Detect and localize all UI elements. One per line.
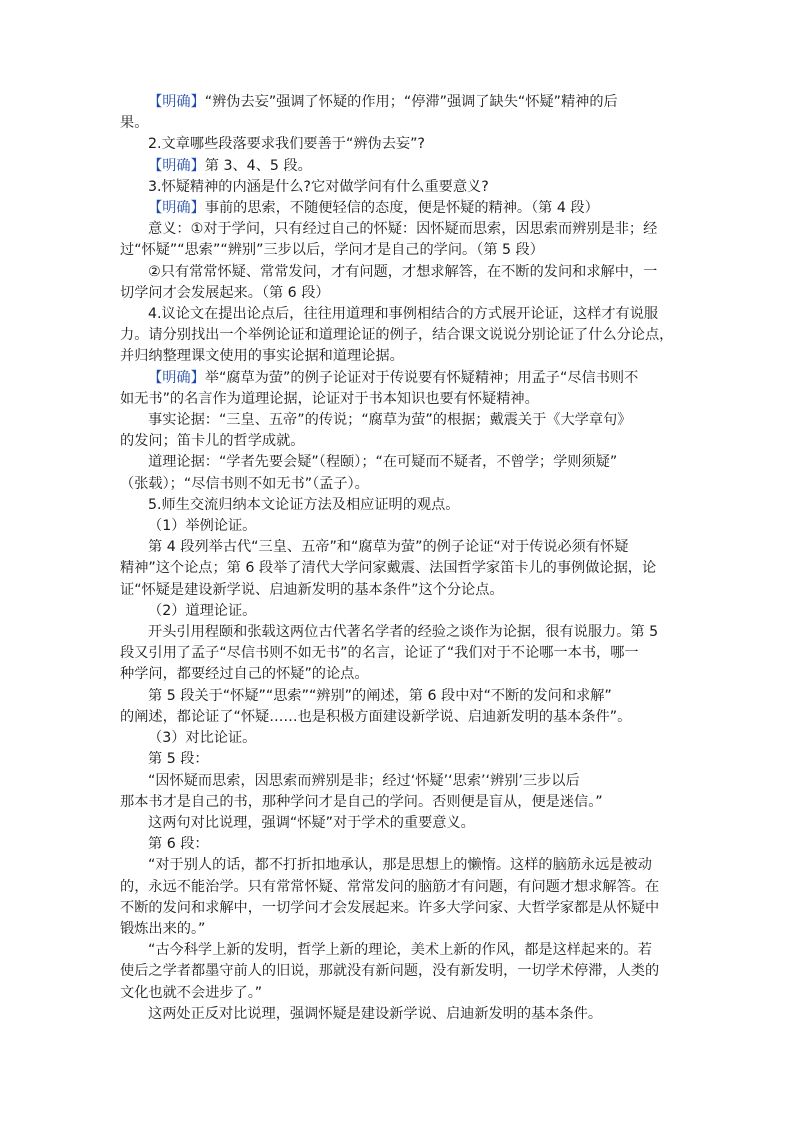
line-text: “因怀疑而思索，因思索而辨别是非；经过‘怀疑’‘思索’‘辨别’三步以后	[148, 772, 580, 789]
line-text: 开头引用程颐和张载这两位古代著名学者的经验之谈作为论据，很有说服力。第 5	[148, 624, 659, 641]
line-text: 证“怀疑是建设新学说、启迪新发明的基本条件”这个分论点。	[120, 581, 504, 598]
line-text: 那本书才是自己的书，那种学问才是自己的学问。否则便是盲从，便是迷信。”	[120, 793, 603, 810]
text-line	[120, 304, 676, 325]
line-text: 事实论据：“三皇、五帝”的传说；“腐草为萤”的根据；戴震关于《大学章句》	[148, 412, 632, 429]
text-line	[120, 452, 676, 473]
line-text: （2）道理论证。	[148, 602, 257, 619]
answer-tag: 【明确】	[148, 369, 205, 386]
line-text: 这两句对比说理，强调“怀疑”对于学术的重要意义。	[148, 814, 475, 831]
text-line	[120, 113, 676, 134]
text-line	[120, 834, 676, 855]
line-text: 过“怀疑”“思索”“辨别”三步以后，学问才是自己的学问。（第 5 段）	[120, 242, 544, 259]
line-text: 的阐述，都论证了“怀疑……也是积极方面建设新学说、启迪新发明的基本条件”。	[120, 708, 632, 725]
text-line	[120, 983, 676, 1004]
line-text: 果。	[120, 115, 149, 132]
line-text: 第 5 段：	[148, 751, 209, 768]
text-line	[120, 516, 676, 537]
answer-tag: 【明确】	[148, 94, 205, 110]
text-line	[120, 495, 676, 516]
line-text: 道理论据：“学者先要会疑”（程颐）；“在可疑而不疑者，不曾学；学则须疑”	[148, 454, 618, 471]
line-text: 切学问才会发展起来。（第 6 段）	[120, 284, 330, 301]
text-line	[120, 558, 676, 579]
text-line	[120, 686, 676, 707]
text-line	[120, 368, 676, 389]
text-line	[120, 177, 676, 198]
line-text: 3.怀疑精神的内涵是什么?它对做学问有什么重要意义?	[148, 178, 489, 195]
answer-tag: 【明确】	[148, 157, 205, 174]
text-line	[120, 855, 676, 876]
line-text: 的，永远不能治学。只有常常怀疑、常常发问的脑筋才有问题，有问题才想求解答。在	[120, 878, 660, 895]
line-text: 意义：①对于学问，只有经过自己的怀疑：因怀疑而思索，因思索而辨别是非；经	[148, 221, 658, 238]
line-text: 如无书”的名言作为道理论据，论证对于书本知识也要有怀疑精神。	[120, 390, 539, 407]
line-text: 2.文章哪些段落要求我们要善于“辨伪去妄”?	[148, 136, 425, 153]
line-text: 事前的思索，不随便轻信的态度，便是怀疑的精神。（第 4 段）	[204, 200, 599, 217]
text-line	[120, 537, 676, 558]
line-text: 不断的发问和求解中，一切学问才会发展起来。许多大学问家、大哲学家都是从怀疑中	[120, 899, 660, 916]
text-line	[120, 92, 676, 113]
text-line	[120, 813, 676, 834]
line-text: 种学问，都要经过自己的怀疑”的论点。	[120, 666, 369, 683]
line-text: 4.议论文在提出论点后，往往用道理和事例相结合的方式展开论证，这样才有说服	[148, 306, 659, 323]
text-line	[120, 792, 676, 813]
line-text: 使后之学者都墨守前人的旧说，那就没有新问题，没有新发明，一切学术停滞，人类的	[120, 963, 660, 980]
text-line	[120, 262, 676, 283]
line-text: 第 4 段列举古代“三皇、五帝”和“腐草为萤”的例子论证“对于传说必须有怀疑	[148, 539, 629, 556]
line-text: 5.师生交流归纳本文论证方法及相应证明的观点。	[148, 496, 460, 513]
text-line	[120, 643, 676, 664]
text-line	[120, 664, 676, 685]
text-line	[120, 134, 676, 155]
line-text: “对于别人的话，都不打折扣地承认，那是思想上的懒惰。这样的脑筋永远是被动	[148, 857, 652, 874]
line-text: 举“腐草为萤”的例子论证对于传说要有怀疑精神；用孟子“尽信书则不	[204, 369, 639, 386]
text-line	[120, 601, 676, 622]
text-line	[120, 919, 676, 940]
text-line	[120, 346, 676, 367]
text-line	[120, 622, 676, 643]
text-line	[120, 728, 676, 749]
text-line	[120, 431, 676, 452]
text-line	[120, 410, 676, 431]
answer-tag: 【明确】	[148, 200, 205, 217]
text-line	[120, 389, 676, 410]
text-line	[120, 771, 676, 792]
line-text: 第 6 段：	[148, 836, 209, 853]
text-line	[120, 198, 676, 219]
line-text: ②只有常常怀疑、常常发问，才有问题，才想求解答，在不断的发问和求解中，一	[148, 263, 658, 280]
text-line	[120, 877, 676, 898]
line-text: 并归纳整理课文使用的事实论据和道理论据。	[120, 348, 404, 365]
line-text: 段又引用了孟子“尽信书则不如无书”的名言，论证了“我们对于不论哪一本书，哪一	[120, 645, 639, 662]
text-line	[120, 1004, 676, 1025]
text-line	[120, 707, 676, 728]
line-text: 的发问；笛卡儿的哲学成就。	[120, 433, 305, 450]
text-line	[120, 325, 676, 346]
line-text: “古今科学上新的发明，哲学上新的理论，美术上新的作风，都是这样起来的。若	[148, 942, 652, 959]
text-line	[120, 749, 676, 770]
line-text: 第 5 段关于“怀疑”“思索”“辨别”的阐述，第 6 段中对“不断的发问和求解”	[148, 687, 612, 704]
line-text: 文化也就不会进步了。”	[120, 984, 263, 1001]
line-text: （3）对比论证。	[148, 730, 257, 747]
text-line	[120, 283, 676, 304]
line-text: 这两处正反对比说理，强调怀疑是建设新学说、启迪新发明的基本条件。	[148, 1005, 603, 1022]
text-line	[120, 240, 676, 261]
line-text: 锻炼出来的。”	[120, 920, 206, 937]
text-line	[120, 961, 676, 982]
line-text: 力。请分别找出一个举例论证和道理论证的例子，结合课文说说分别论证了什么分论点，	[120, 327, 674, 344]
line-text: 第 3、4、5 段。	[204, 157, 312, 174]
text-line	[120, 898, 676, 919]
document-body	[120, 92, 676, 1025]
text-line	[120, 474, 676, 495]
line-text: （1）举例论证。	[148, 518, 257, 535]
line-text: “辨伪去妄”强调了怀疑的作用；“停滞”强调了缺失“怀疑”精神的后	[204, 94, 618, 110]
text-line	[120, 580, 676, 601]
text-line	[120, 219, 676, 240]
line-text: （张载）；“尽信书则不如无书”（孟子）。	[120, 475, 369, 492]
text-line	[120, 156, 676, 177]
text-line	[120, 940, 676, 961]
line-text: 精神”这个论点；第 6 段举了清代大学问家戴震、法国哲学家笛卡儿的事例做论据，论	[120, 560, 657, 577]
